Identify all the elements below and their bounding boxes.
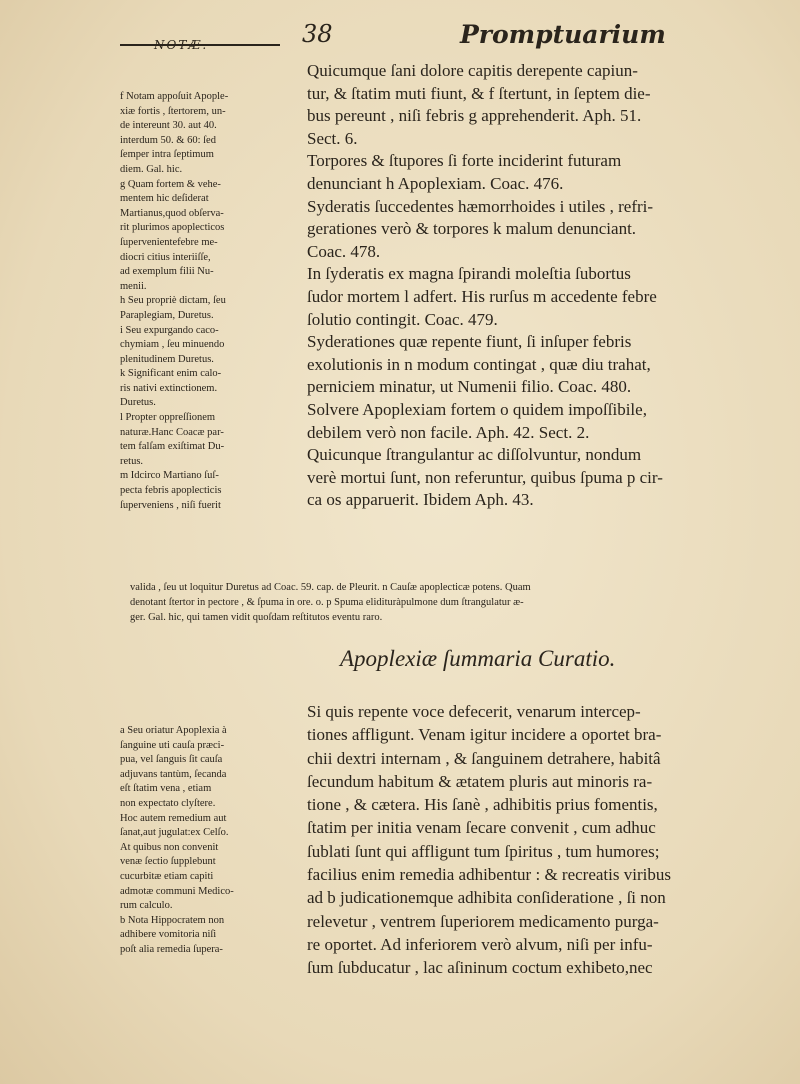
page-number: 38 [302,20,333,48]
margin-note-line: ſanat,aut jugulat:ex Celſo. [120,827,229,839]
text-line: Coac. 478. [307,241,381,261]
text-line: Syderatis ſuccedentes hæmorrhoides i utiles , refri- [307,196,654,216]
margin-note-line: pua, vel ſanguis ſit cauſa [120,754,223,766]
main-text-top [307,60,772,512]
margin-note-line: Duretus. [120,397,156,409]
running-head [120,18,775,54]
text-line: ſum ſubducatur , lac aſininum coctum exhibeto,nec [307,958,653,978]
text-line: Si quis repente voce defecerit, venarum intercep- [307,702,641,721]
text-line: Quicumque ſani dolore capitis derepente capiun- [307,61,638,80]
margin-note-line: menii. [120,280,147,292]
text-line: ad b judicationemque adhibita conſideratione , ſi non [307,888,666,908]
margin-notes-top [120,90,305,513]
margin-note-line: mentem hic deſiderat [120,193,209,205]
text-line: tiones affligunt. Venam igitur incidere a oportet bra- [307,725,662,745]
margin-note-line: ris nativi extinctionem. [120,382,218,394]
margin-note-line: admotæ communi Medico- [120,885,234,897]
margin-note-line: h Seu propriè dictam, ſeu [120,295,226,307]
text-line: perniciem minatur, ut Numenii filio. Coac. 480. [307,377,632,397]
section-label: NOTÆ. [154,38,209,52]
margin-note-line: i Seu expurgando caco- [120,324,219,336]
margin-note-line: ſupervenientefebre me- [120,236,218,248]
text-line: ſublati ſunt qui affligunt tum ſpiritus , tum humores; [307,841,660,861]
margin-note-line: Martianus,quod obſerva- [120,207,224,219]
margin-note-line: chymiam , ſeu minuendo [120,339,225,351]
margin-note-line: plenitudinem Duretus. [120,353,214,365]
margin-note-line: tem falſam exiſtimat Du- [120,441,225,453]
margin-note-line: ad exemplum filii Nu- [120,266,214,278]
text-line: chii dextri internam , & ſanguinem detrahere, habitâ [307,748,661,768]
text-line: facilius enim remedia adhibentur : & recreatis viribus [307,865,671,885]
margin-note-line: ſemper intra ſeptimum [120,149,214,161]
margin-note-line: b Nota Hippocratem non [120,914,225,926]
text-line: ſudor mortem l adfert. His rurſus m accedente febre [307,286,657,306]
text-line: ca os apparuerit. Ibidem Aph. 43. [307,490,534,510]
margin-note-line: Paraplegiam, Duretus. [120,309,214,321]
footnote-line: ger. Gal. hic, qui tamen vidit quoſdam reſtitutos eventu raro. [130,612,383,623]
margin-note-line: ſanguine uti cauſa præci- [120,739,225,751]
margin-note-line: rit plurimos apoplecticos [120,222,225,234]
margin-note-line: adhibere vomitoria niſi [120,929,217,941]
text-line: ſolutio contingit. Coac. 479. [307,309,498,329]
margin-note-line: At quibus non convenit [120,841,219,853]
margin-note-line: retus. [120,455,144,467]
text-line: gerationes verò & torpores k malum denunciant. [307,219,637,239]
margin-note-line: poſt alia remedia ſupera- [120,943,223,955]
margin-note-line: eſt ſtatim vena , etiam [120,783,212,795]
text-line: ſtatim per initia venam ſecare convenit , cum adhuc [307,818,656,838]
margin-notes-bottom [120,724,305,958]
margin-note-line: de intereunt 30. aut 40. [120,120,217,132]
margin-note-line: diocri citius interiiſſe, [120,251,211,263]
text-line: ſecundum habitum & ætatem pluris aut minoris ra- [307,771,653,791]
margin-note-line: l Propter oppreſſionem [120,412,216,424]
margin-note-line: non expectato clyſtere. [120,797,216,809]
margin-note-line: pecta febris apoplecticis [120,485,222,497]
main-text-bottom [307,700,772,980]
margin-note-line: ſuperveniens , niſi fuerit [120,499,221,511]
text-line: Solvere Apoplexiam fortem o quidem impoſſibile, [307,399,647,419]
margin-note-line: k Significant enim calo- [120,368,222,380]
text-line: bus pereunt , niſi febris g apprehenderit. Aph. 51. [307,106,642,126]
footnote-line: denotant ſtertor in pectore , & ſpuma in ore. o. p Spuma elidituràpulmone dum ſtrangulatur æ- [130,597,524,608]
margin-note-line: venæ ſectio ſupplebunt [120,856,216,868]
margin-note-line: xiæ fortis , ſtertorem, un- [120,105,226,117]
margin-note-line: Hoc autem remedium aut [120,812,227,824]
margin-note-line: diem. Gal. hic. [120,163,183,175]
margin-note-line: a Seu oriatur Apoplexia à [120,725,227,736]
text-line: exolutionis in n modum contingat , quæ diu trahat, [307,354,651,374]
margin-note-line: adjuvans tantùm, ſecanda [120,768,227,780]
text-line: tione , & cætera. His ſanè , adhibitis prius fomentis, [307,795,658,815]
margin-note-line: f Notam appoſuit Apople- [120,91,229,102]
footnote-line: valida , ſeu ut loquitur Duretus ad Coac. 59. cap. de Pleurit. n Cauſæ apoplecticæ potens. Quam [130,582,531,593]
margin-note-line: cucurbitæ etiam capiti [120,870,214,882]
text-line: Torpores & ſtupores ſi forte inciderint futuram [307,151,622,171]
text-line: Quicunque ſtrangulantur ac diſſolvuntur, nondum [307,445,642,465]
text-line: debilem verò non facile. Aph. 42. Sect. 2. [307,422,590,442]
margin-note-line: interdum 50. & 60: ſed [120,134,216,146]
text-line: Sect. 6. [307,128,358,148]
margin-note-line: rum calculo. [120,900,173,912]
text-line: re oportet. Ad inferiorem verò alvum, niſi per infu- [307,934,653,954]
margin-note-line: g Quam fortem & vehe- [120,178,221,190]
text-line: In ſyderatis ex magna ſpirandi moleſtia ſubortus [307,264,631,284]
running-title: Promptuarium [460,20,666,49]
text-line: tur, & ſtatim muti fiunt, & f ſtertunt, in ſeptem die- [307,83,651,103]
text-line: verè mortui ſunt, non referuntur, quibus ſpuma p cir- [307,467,663,487]
margin-note-line: m Idcirco Martiano ſuſ- [120,470,219,482]
text-line: Syderationes quæ repente fiunt, ſi inſuper febris [307,332,632,352]
section-heading: Apoplexiæ ſummaria Curatio. [340,646,616,671]
footnote [130,580,775,625]
margin-note-line: naturæ.Hanc Coacæ par- [120,426,224,438]
text-line: relevetur , ventrem ſuperiorem medicamento purga- [307,911,659,931]
text-line: denunciant h Apoplexiam. Coac. 476. [307,173,564,193]
